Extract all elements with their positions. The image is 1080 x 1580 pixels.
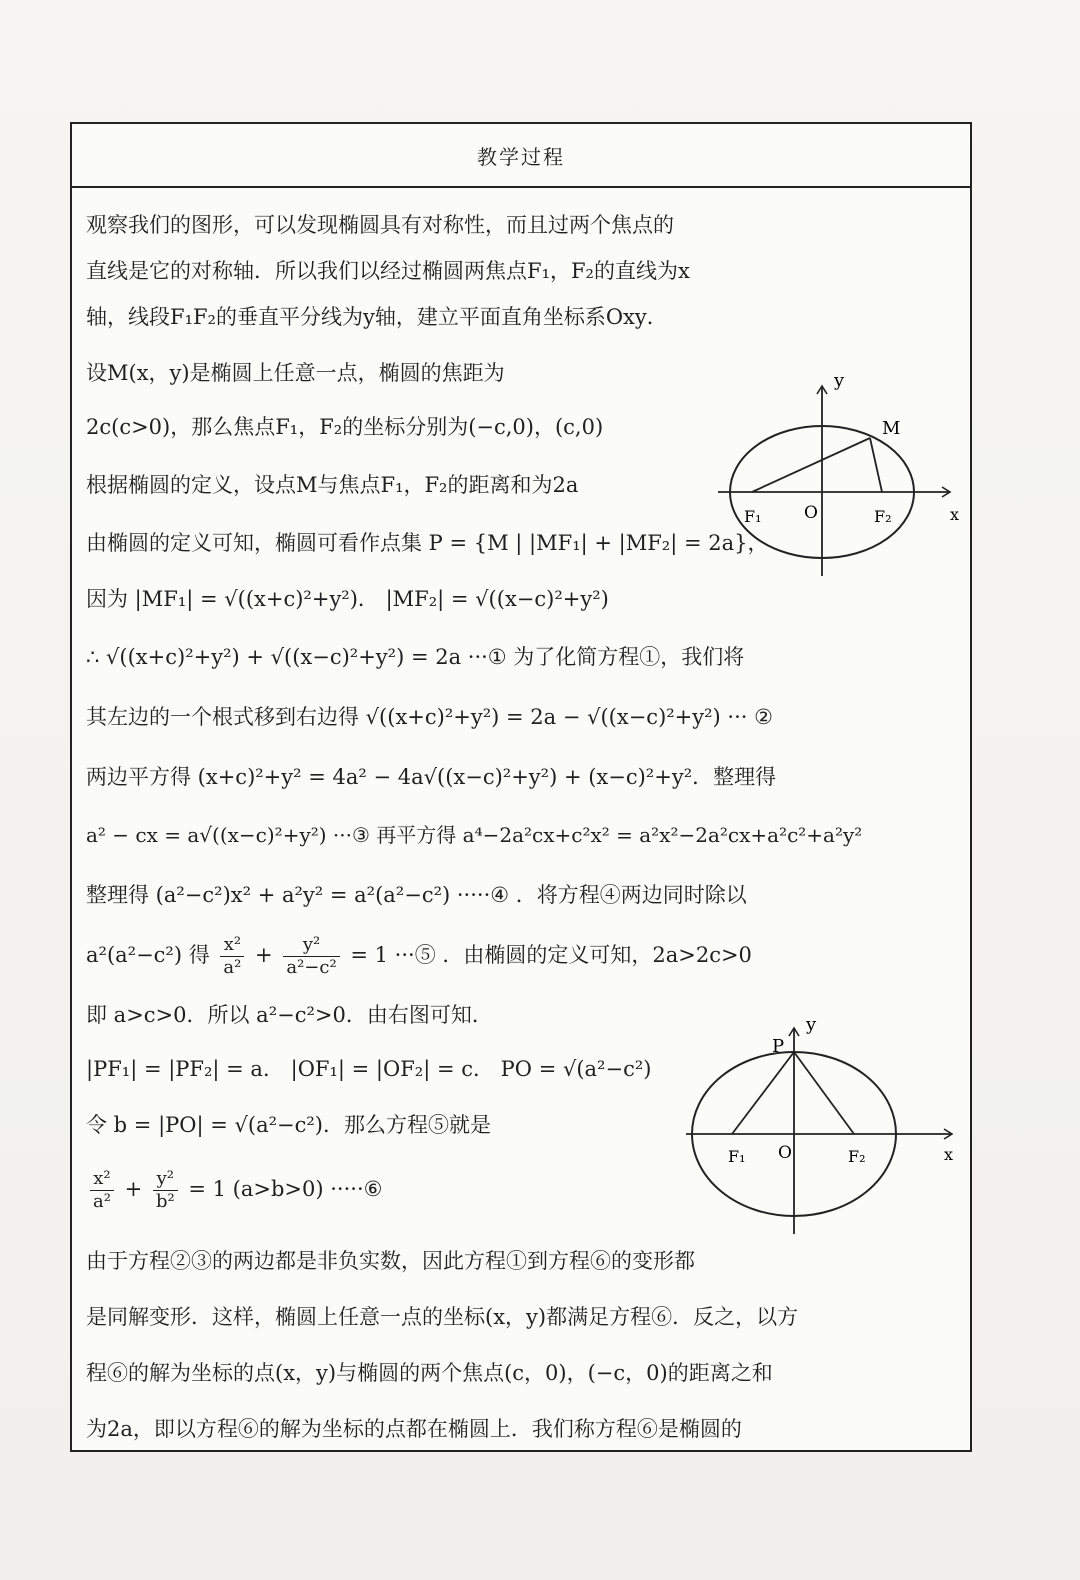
label-y: y [806,1014,817,1035]
ellipse-equation: $\frac{\text{x²}}{\text{a²}}$ + $\frac{\text{y²}}{\text{b²}}$ = 1 (a>b>0) ·····⑥ [86,1160,700,1220]
handwritten-content [72,188,970,1454]
segment-pf2 [794,1052,854,1134]
fraction-y: $\frac{\text{y²}}{\text{b²}}$ [153,1168,178,1213]
text-line: 2c(c>0)，那么焦点F₁，F₂的坐标分别为(−c,0)，(c,0) [86,415,604,439]
label-o: O [804,503,818,523]
text-line: 设M(x，y)是椭圆上任意一点，椭圆的焦距为 [86,361,505,385]
label-m: M [882,418,901,439]
text-line: 由于方程②③的两边都是非负实数，因此方程①到方程⑥的变形都 [86,1249,695,1273]
text-line: |PF₁| = |PF₂| = a． |OF₁| = |OF₂| = c． PO = √(a²−c²) [86,1057,652,1081]
equation-line-fraction: a²(a²−c²) 得 $\frac{\text{x²}}{\text{a²}}$ + $\frac{\text{y²}}{\text{a²−c²}}$ = 1 ···⑤ ．由椭圆的定义可知，2a>2c>0 [86,934,752,978]
label-x: x [944,1145,954,1164]
label-f1: F₁ [728,1147,746,1166]
equation-line: 其左边的一个根式移到右边得 √((x+c)²+y²) = 2a − √((x−c)²+y²) ··· ② [86,705,773,729]
label-f2: F₂ [874,507,892,526]
fraction-x: $\frac{\text{x²}}{\text{a²}}$ [90,1168,114,1213]
table-header [72,124,970,188]
ellipse-figure-p [682,1008,962,1238]
header-title: 教学过程 [477,144,565,169]
text-line: 令 b = |PO| = √(a²−c²)．那么方程⑤就是 [86,1113,491,1137]
label-f2: F₂ [848,1147,866,1166]
text-line: 直线是它的对称轴．所以我们以经过椭圆两焦点F₁，F₂的直线为x [86,259,690,283]
equation-line: 整理得 (a²−c²)x² + a²y² = a²(a²−c²) ·····④ ．将方程④两边同时除以 [86,883,747,907]
text-line: 由椭圆的定义可知，椭圆可看作点集 P = {M | |MF₁| + |MF₂| = 2a}， [86,531,769,555]
label-x: x [950,505,960,524]
text-line: 因为 |MF₁| = √((x+c)²+y²)． |MF₂| = √((x−c)²+y²) [86,587,609,611]
equation-line: a² − cx = a√((x−c)²+y²) ···③ 再平方得 a⁴−2a²cx+c²x² = a²x²−2a²cx+a²c²+a²y² [86,823,863,847]
text-line: 根据椭圆的定义，设点M与焦点F₁，F₂的距离和为2a [86,473,579,497]
ellipse-figure-m [712,372,962,582]
fraction-x: $\frac{\text{x²}}{\text{a²}}$ [220,934,244,979]
equation-line: 两边平方得 (x+c)²+y² = 4a² − 4a√((x−c)²+y²) + (x−c)²+y²．整理得 [86,765,777,789]
text-line: 为2a，即以方程⑥的解为坐标的点都在椭圆上．我们称方程⑥是椭圆的 [86,1417,742,1441]
lesson-table [70,122,972,1452]
label-o: O [778,1143,792,1163]
text-line: 轴，线段F₁F₂的垂直平分线为y轴，建立平面直角坐标系Oxy． [86,305,668,329]
equation-line: ∴ √((x+c)²+y²) + √((x−c)²+y²) = 2a ···① 为了化简方程①，我们将 [86,645,745,669]
text-line: 是同解变形．这样，椭圆上任意一点的坐标(x，y)都满足方程⑥．反之，以方 [86,1305,799,1329]
segment-mf1 [752,438,870,492]
text-line: 观察我们的图形，可以发现椭圆具有对称性，而且过两个焦点的 [86,213,674,237]
fraction-y: $\frac{\text{y²}}{\text{a²−c²}}$ [283,934,339,979]
label-p: P [772,1036,785,1057]
label-f1: F₁ [744,507,762,526]
text-line: 即 a>c>0．所以 a²−c²>0．由右图可知． [86,1003,493,1027]
segment-mf2 [870,438,882,492]
label-y: y [834,372,845,391]
text-line: 程⑥的解为坐标的点(x，y)与椭圆的两个焦点(c，0)，(−c，0)的距离之和 [86,1361,773,1385]
